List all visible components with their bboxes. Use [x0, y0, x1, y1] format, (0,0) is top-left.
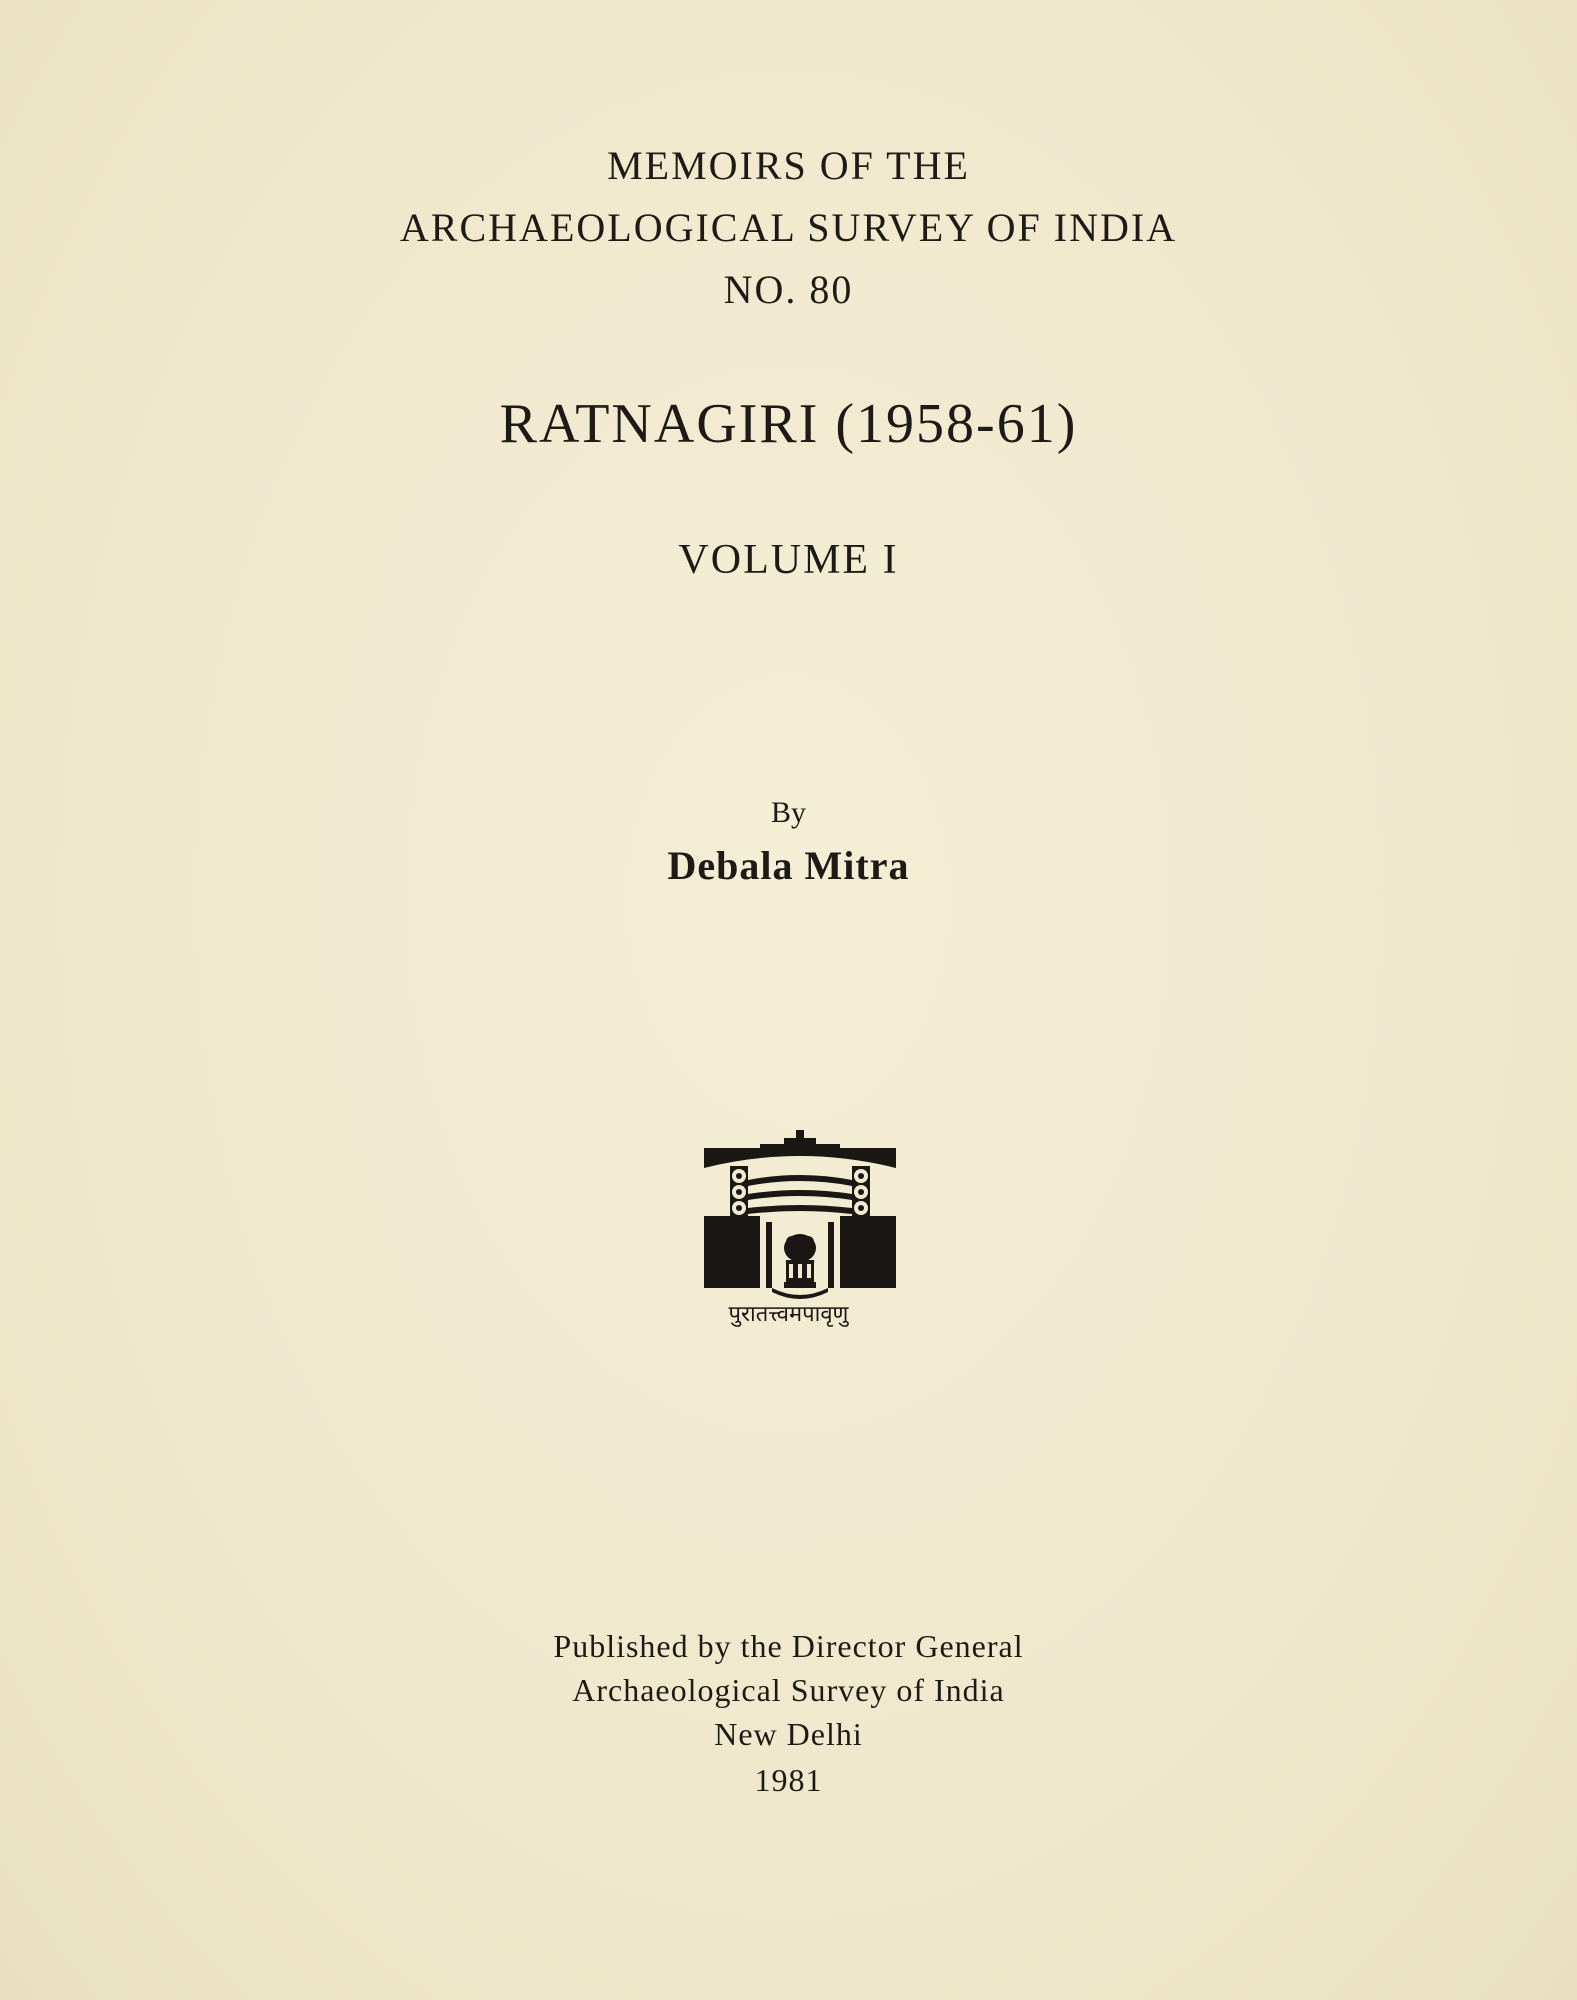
- series-number: NO. 80: [723, 267, 854, 312]
- series-line-2: ARCHAEOLOGICAL SURVEY OF INDIA: [399, 205, 1178, 250]
- series-line-1: MEMOIRS OF THE: [607, 143, 970, 188]
- imprint-line-1: Published by the Director General: [553, 1628, 1024, 1664]
- imprint-year: 1981: [754, 1762, 823, 1798]
- author-name: Debala Mitra: [667, 843, 910, 888]
- emblem-motto: पुरातत्त्वमपावृणु: [728, 1301, 849, 1326]
- book-title: RATNAGIRI (1958-61): [499, 393, 1078, 455]
- byline-by: By: [770, 796, 806, 829]
- volume-label: VOLUME I: [678, 537, 899, 583]
- imprint-city: New Delhi: [714, 1716, 863, 1752]
- imprint-line-2: Archaeological Survey of India: [572, 1672, 1005, 1708]
